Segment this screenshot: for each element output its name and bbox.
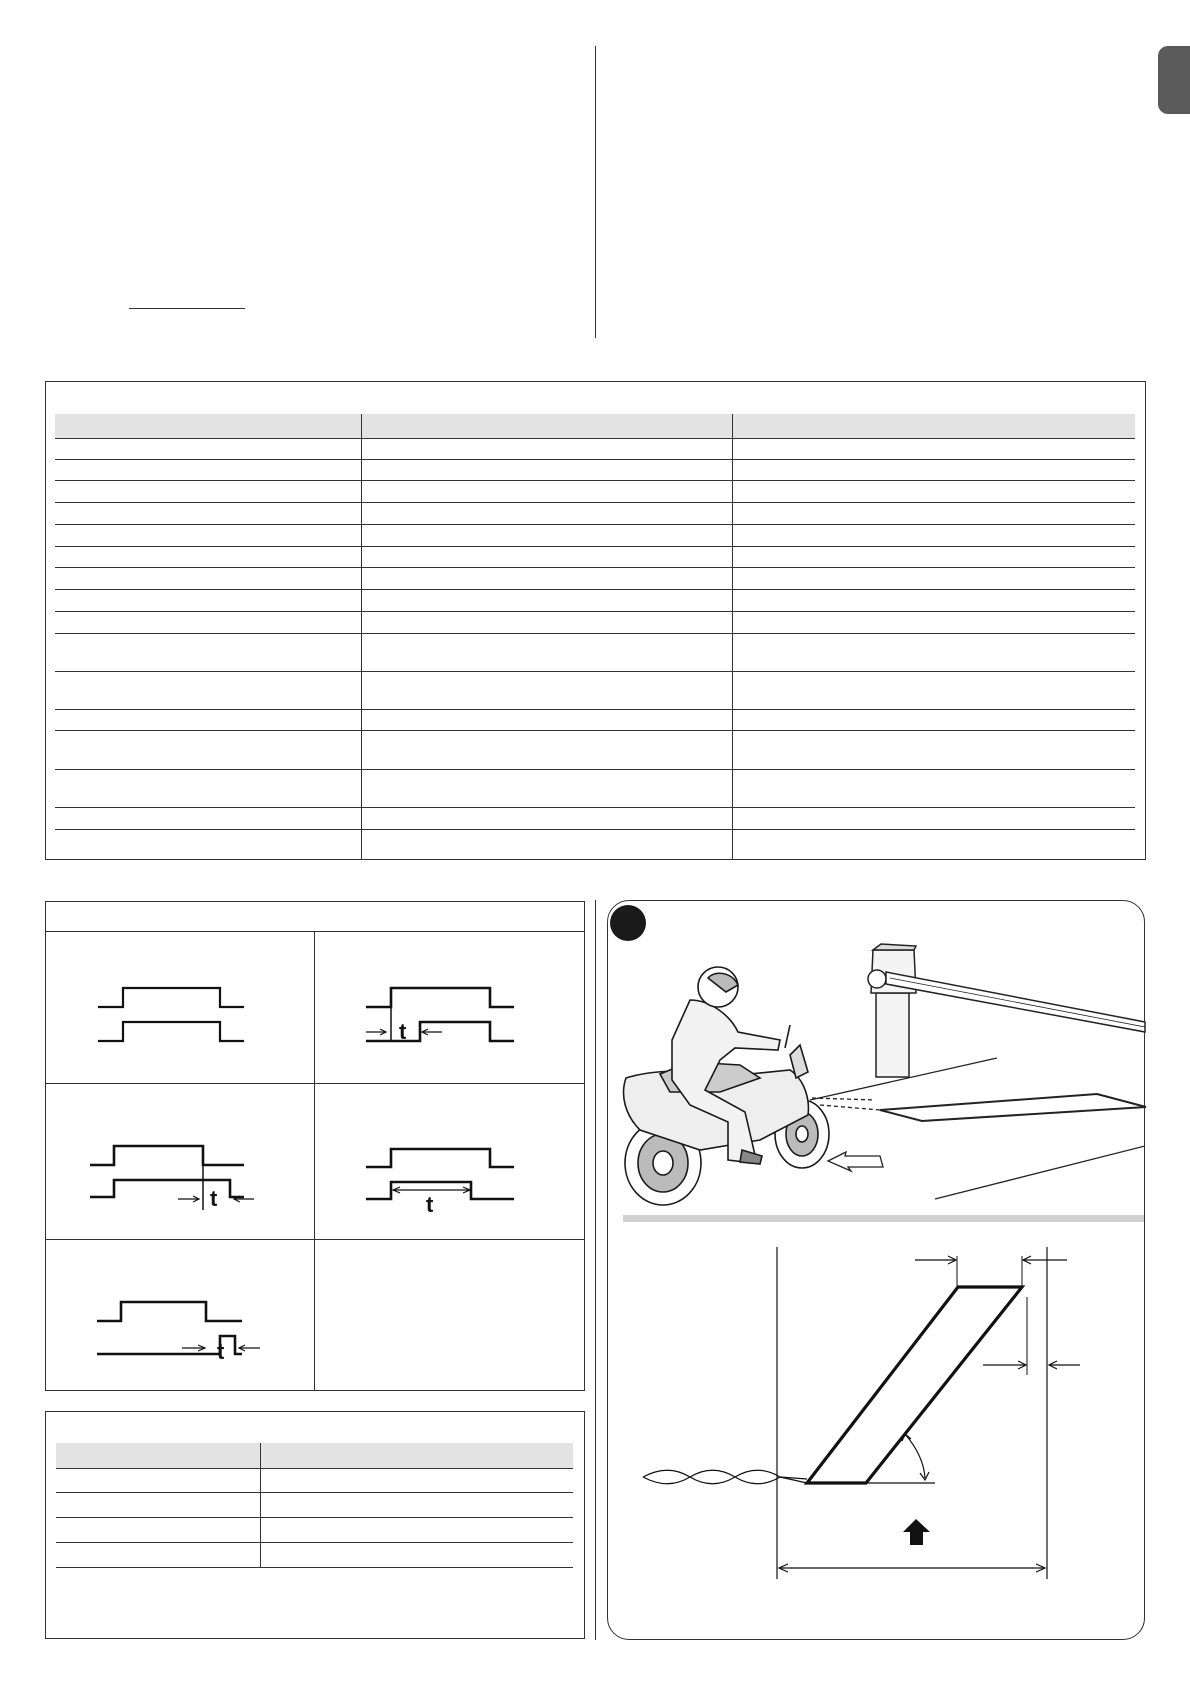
direction-arrow-icon [903,1519,930,1545]
t-label: t [426,1192,434,1217]
t-label: t [399,1019,407,1044]
t-label: t [217,1339,225,1364]
t-label: t [210,1186,218,1211]
